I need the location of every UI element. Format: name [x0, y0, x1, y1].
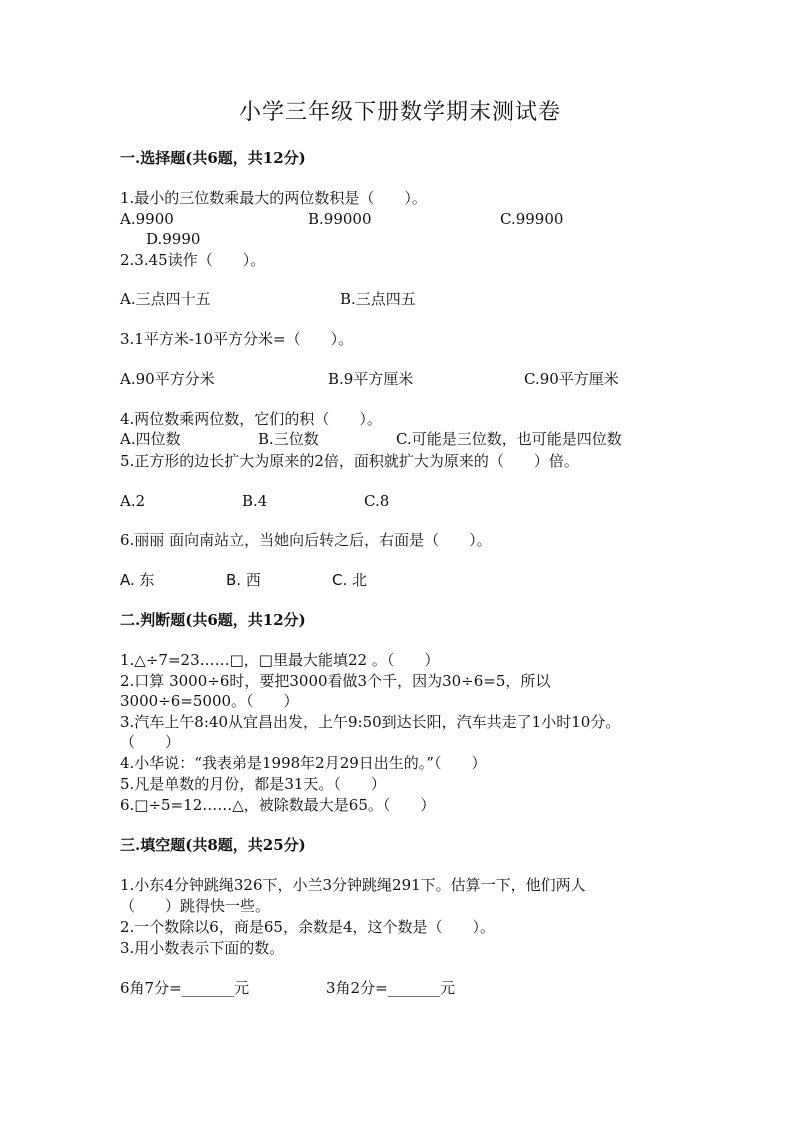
- option-a: A.2: [120, 492, 146, 510]
- question-line: 2.一个数除以6，商是65，余数是4，这个数是（ ）。: [120, 918, 495, 936]
- option-a: A.三点四十五: [120, 290, 211, 308]
- section-heading-fill: 三.填空题(共8题，共25分): [120, 836, 306, 854]
- option-b: B.9平方厘米: [328, 370, 414, 388]
- option-d: D.9990: [146, 230, 201, 248]
- question-text: 1.最小的三位数乘最大的两位数积是（ ）。: [120, 189, 427, 207]
- question-text: 2.3.45读作（ ）。: [120, 251, 266, 269]
- fill-item: 3角2分=_______元: [326, 979, 456, 997]
- option-b: B.99000: [308, 210, 372, 228]
- question-line: 1.△÷7=23……□，□里最大能填22 。（ ）: [120, 651, 440, 669]
- option-c: C.8: [364, 492, 390, 510]
- option-a: A. 东: [120, 571, 155, 589]
- option-a: A.90平方分米: [120, 370, 215, 388]
- option-b: B.三位数: [258, 430, 319, 448]
- fill-item: 6角7分=_______元: [120, 979, 250, 997]
- option-c: C.90平方厘米: [524, 370, 619, 388]
- option-a: A.9900: [120, 210, 174, 228]
- option-b: B.三点四五: [340, 290, 416, 308]
- question-text: 4.两位数乘两位数，它们的积（ ）。: [120, 410, 382, 428]
- question-line: 3000÷6=5000。（ ）: [120, 692, 299, 710]
- option-b: B.4: [242, 492, 268, 510]
- question-line: 4.小华说：“我表弟是1998年2月29日出生的。”（ ）: [120, 754, 487, 772]
- question-line: 6.□÷5=12……△，被除数最大是65。（ ）: [120, 796, 436, 814]
- question-line: 3.用小数表示下面的数。: [120, 939, 285, 957]
- question-line: （ ）: [120, 733, 181, 751]
- question-line: 1.小东4分钟跳绳326下，小兰3分钟跳绳291下。估算一下，他们两人: [120, 876, 586, 894]
- option-b: B. 西: [226, 571, 261, 589]
- question-line: 3.汽车上午8:40从宜昌出发，上午9:50到达长阳，汽车共走了1小时10分。: [120, 713, 621, 731]
- page-title: 小学三年级下册数学期末测试卷: [238, 100, 561, 125]
- option-c: C. 北: [332, 571, 368, 589]
- option-a: A.四位数: [120, 430, 181, 448]
- option-c: C.可能是三位数，也可能是四位数: [396, 430, 622, 448]
- question-line: 5.凡是单数的月份，都是31天。（ ）: [120, 775, 386, 793]
- section-heading-judge: 二.判断题(共6题，共12分): [120, 611, 306, 629]
- option-c: C.99900: [500, 210, 564, 228]
- question-text: 3.1平方米-10平方分米=（ ）。: [120, 330, 354, 348]
- question-text: 5.正方形的边长扩大为原来的2倍，面积就扩大为原来的（ ）倍。: [120, 452, 579, 470]
- question-line: 2.口算 3000÷6时，要把3000看做3个千，因为30÷6=5，所以: [120, 672, 551, 690]
- question-line: （ ）跳得快一些。: [120, 897, 271, 915]
- section-heading-choice: 一.选择题(共6题，共12分): [120, 149, 306, 167]
- question-text: 6.丽丽 面向南站立，当她向后转之后，右面是（ ）。: [120, 531, 492, 549]
